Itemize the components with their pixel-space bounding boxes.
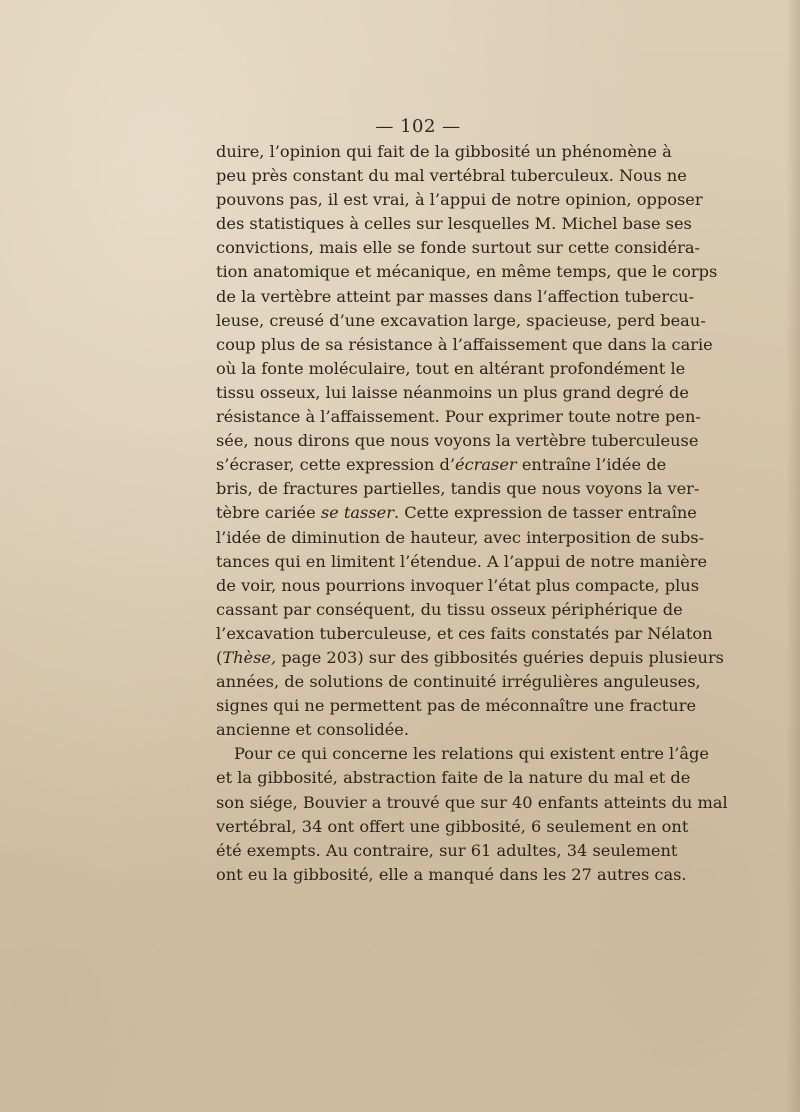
text-run: signes qui ne permettent pas de méconnaître une fracture — [216, 696, 697, 716]
text-line — [216, 164, 687, 188]
text-run: de voir, nous pourrions invoquer l’état plus compacte, plus — [216, 575, 700, 595]
text-run: cassant par conséquent, du tissu osseux périphérique de — [216, 599, 683, 619]
text-line — [216, 140, 672, 164]
text-run: Pour ce qui concerne les relations qui existent entre l’âge — [234, 744, 709, 764]
text-line — [216, 236, 700, 260]
text-line — [216, 405, 701, 429]
text-run: tissu osseux, lui laisse néanmoins un plus grand degré de — [216, 382, 689, 402]
text-run: résistance à l’affaissement. Pour exprimer toute notre pen- — [216, 407, 701, 427]
text-run: coup plus de sa résistance à l’affaissement que dans la carie — [216, 334, 713, 354]
paragraph — [216, 742, 728, 887]
text-line — [216, 550, 708, 574]
text-run: . Cette expression de tasser entraîne — [393, 503, 697, 523]
text-run: années, de solutions de continuité irrégulières anguleuses, — [216, 672, 701, 692]
text-line — [216, 598, 683, 622]
text-run: l’excavation tuberculeuse, et ces faits constatés par Nélaton — [216, 623, 713, 643]
text-run: de la vertèbre atteint par masses dans l’affection tubercu- — [216, 286, 695, 306]
paragraph — [216, 140, 724, 742]
text-line — [216, 188, 703, 212]
text-run: peu près constant du mal vertébral tuberculeux. Nous ne — [216, 166, 687, 186]
text-run: entraîne l’idée de — [516, 455, 667, 475]
text-line — [216, 742, 709, 766]
text-line — [216, 718, 652, 742]
text-run: l’idée de diminution de hauteur, avec interposition de subs- — [216, 527, 705, 547]
text-run: vertébral, 34 ont offert une gibbosité, 6 seulement en ont — [216, 816, 689, 836]
text-line — [216, 694, 697, 718]
text-run: et la gibbosité, abstraction faite de la nature du mal et de — [216, 768, 691, 788]
text-line — [216, 646, 724, 670]
text-line — [216, 526, 705, 550]
text-run: page 203) sur des gibbosités guéries depuis plusieurs — [276, 647, 724, 667]
text-run: duire, l’opinion qui fait de la gibbosité un phénomène à — [216, 142, 672, 161]
text-line — [216, 863, 687, 887]
text-run: leuse, creusé d’une excavation large, spacieuse, perd beau- — [216, 310, 706, 330]
text-run: tion anatomique et mécanique, en même temps, que le corps — [216, 262, 718, 282]
text-run: ( — [216, 647, 223, 667]
text-line — [216, 501, 697, 525]
text-line — [216, 260, 718, 284]
text-run: son siége, Bouvier a trouvé que sur 40 enfants atteints du mal — [216, 792, 728, 812]
text-run: tèbre cariée — [216, 503, 321, 523]
text-run: des statistiques à celles sur lesquelles M. Michel base ses — [216, 214, 692, 234]
text-run: pouvons pas, il est vrai, à l’appui de notre opinion, opposer — [216, 190, 703, 210]
text-line — [216, 429, 699, 453]
text-line — [216, 309, 706, 333]
text-line — [216, 285, 695, 309]
text-line — [216, 381, 689, 405]
text-line — [216, 212, 692, 236]
text-line — [216, 574, 700, 598]
text-run: bris, de fractures partielles, tandis que nous voyons la ver- — [216, 479, 700, 499]
text-run: tances qui en limitent l’étendue. A l’appui de notre manière — [216, 551, 708, 571]
italic-text: écraser — [455, 455, 517, 475]
text-run: convictions, mais elle se fonde surtout sur cette considéra- — [216, 238, 700, 258]
text-line — [216, 622, 713, 646]
italic-text: Thèse, — [222, 647, 277, 667]
text-line — [216, 791, 728, 815]
body-text — [216, 140, 728, 887]
text-run: sée, nous dirons que nous voyons la vertèbre tuberculeuse — [216, 431, 699, 451]
text-run: s’écraser, cette expression d’ — [216, 455, 456, 475]
text-run: où la fonte moléculaire, tout en altérant profondément le — [216, 358, 686, 378]
page-number: — 102 — — [375, 116, 461, 137]
text-run: été exempts. Au contraire, sur 61 adultes, 34 seulement — [216, 840, 678, 860]
page-edge-shadow — [786, 0, 800, 1112]
text-line — [216, 357, 686, 381]
text-line — [216, 766, 691, 790]
italic-text: se tasser — [320, 503, 394, 523]
text-line — [216, 815, 689, 839]
text-line — [216, 453, 667, 477]
text-line — [216, 839, 678, 863]
text-run: ont eu la gibbosité, elle a manqué dans les 27 autres cas. — [216, 864, 687, 884]
text-line — [216, 333, 713, 357]
text-line — [216, 670, 701, 694]
text-line — [216, 477, 700, 501]
text-run: ancienne et consolidée. — [216, 720, 410, 740]
